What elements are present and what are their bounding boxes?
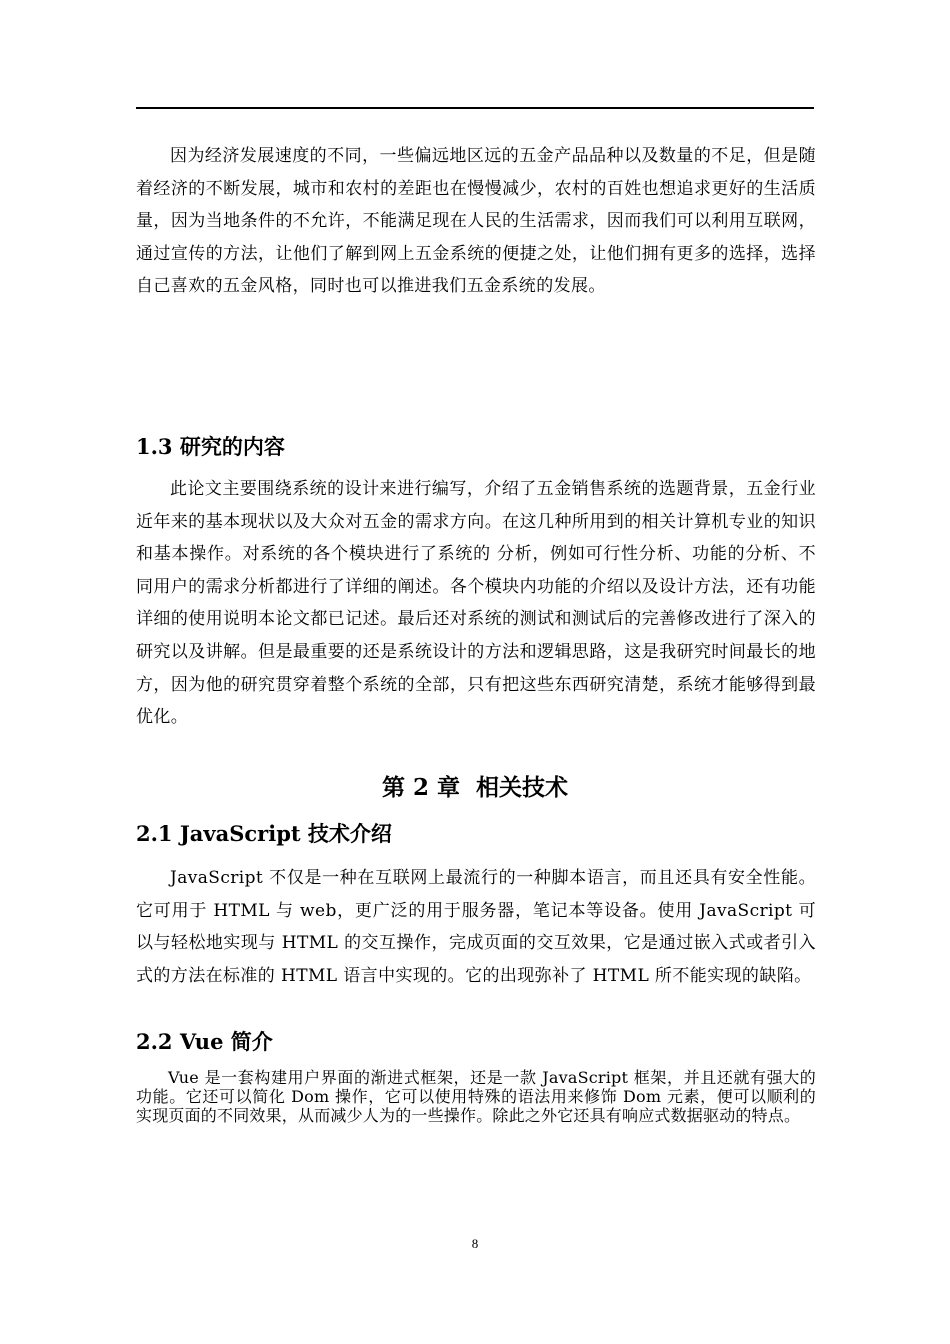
section-2-1-body: JavaScript 不仅是一种在互联网上最流行的一种脚本语言，而且还具有安全性能。它可用于 HTML 与 web，更广泛的用于服务器，笔记本等设备。使用 JavaScript 可以与轻松地实现与 HTML 的交互操作，完成页面的交互效果，它是通过嵌入式或者引入式的方法在标准的 HTML 语言中实现的。它的出现弥补了 HTML 所不能实现的缺陷。 [136,868,816,986]
section-2-2-heading: 2.2 Vue 简介 [136,1029,273,1054]
section-2-1-heading: 2.1 JavaScript 技术介绍 [136,821,392,846]
section-1-3-heading: 1.3 研究的内容 [136,434,285,459]
page-number: 8 [471,1236,479,1251]
chapter-2-title: 第 2 章 相关技术 [381,774,569,801]
section-2-2-body: Vue 是一套构建用户界面的渐进式框架，还是一款 JavaScript 框架，并且还就有强大的功能。它还可以简化 Dom 操作，它可以使用特殊的语法用来修饰 Dom 元素，便可以顺利的实现页面的不同效果，从而减少人为的一些操作。除此之外它还具有响应式数据驱动的特点。 [136,1068,816,1125]
header-rule [136,107,814,109]
intro-paragraph: 因为经济发展速度的不同，一些偏远地区远的五金产品品种以及数量的不足，但是随着经济的不断发展，城市和农村的差距也在慢慢减少，农村的百姓也想追求更好的生活质量，因为当地条件的不允许，不能满足现在人民的生活需求，因而我们可以利用互联网，通过宣传的方法，让他们了解到网上五金系统的便捷之处，让他们拥有更多的选择，选择自己喜欢的五金风格，同时也可以推进我们五金系统的发展。 [136,146,816,297]
section-1-3-body: 此论文主要围绕系统的设计来进行编写，介绍了五金销售系统的选题背景，五金行业近年来的基本现状以及大众对五金的需求方向。在这几种所用到的相关计算机专业的知识和基本操作。对系统的各个模块进行了系统的 分析，例如可行性分析、功能的分析、不同用户的需求分析都进行了详细的阐述。各个模块内功能的介绍以及设计方法，还有功能详细的使用说明本论文都已记述。最后还对系统的测试和测试后的完善修改进行了深入的研究以及讲解。但是最重要的还是系统设计的方法和逻辑思路，这是我研究时间最长的地方，因为他的研究贯穿着整个系统的全部，只有把这些东西研究清楚，系统才能够得到最优化。 [136,479,816,728]
